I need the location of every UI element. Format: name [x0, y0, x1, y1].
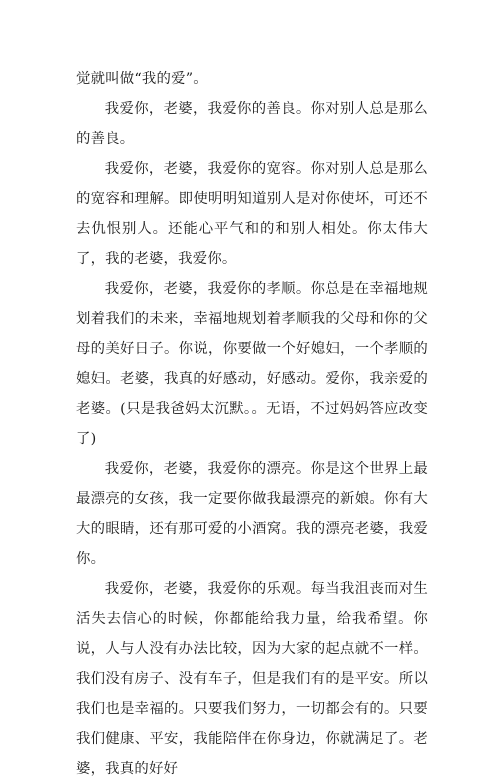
- paragraph-optimism: 我爱你，老婆，我爱你的乐观。每当我沮丧而对生活失去信心的时候，你都能给我力量，给我希望。你说，人与人没有办法比较，因为大家的起点就不一样。我们没有房子、没有车子，但是我们有的是平安。所以我们也是幸福的。只要我们努力，一切都会有的。只要我们健康、平安，我能陪伴在你身边，你就满足了。老婆，我真的好好: [76, 581, 428, 777]
- paragraph-kindness: 我爱你，老婆，我爱你的善良。你对别人总是那么的善良。: [76, 101, 428, 147]
- paragraph-tolerance: 我爱你，老婆，我爱你的宽容。你对别人总是那么的宽容和理解。即使明明知道别人是对你使坏，可还不去仇恨别人。还能心平气和的和别人相处。你太伟大了，我的老婆，我爱你。: [76, 161, 428, 267]
- document-body: [76, 64, 428, 784]
- paragraph-continuation: 觉就叫做“我的爱”。: [76, 71, 208, 87]
- paragraph-beauty: 我爱你，老婆，我爱你的漂亮。你是这个世界上最最漂亮的女孩，我一定要你做我最漂亮的新娘。你有大大的眼睛，还有那可爱的小酒窝。我的漂亮老婆，我爱你。: [76, 461, 428, 567]
- paragraph-filial-piety: 我爱你，老婆，我爱你的孝顺。你总是在幸福地规划着我们的未来，幸福地规划着孝顺我的父母和你的父母的美好日子。你说，你要做一个好媳妇，一个孝顺的媳妇。老婆，我真的好感动，好感动。爱你，我亲爱的老婆。(只是我爸妈太沉默。。无语，不过妈妈答应改变了): [76, 281, 428, 447]
